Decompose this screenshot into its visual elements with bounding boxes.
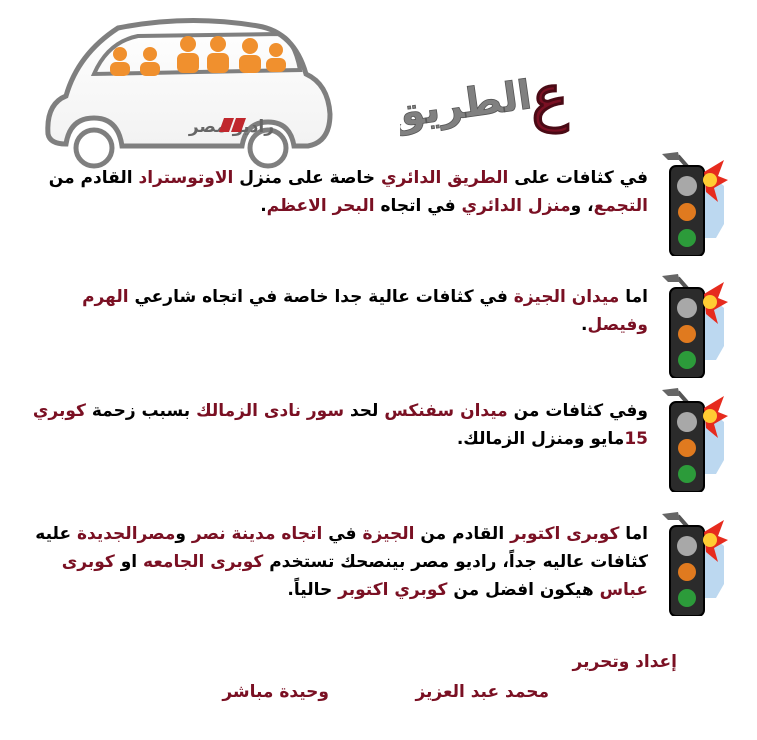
title-letter: ع bbox=[531, 60, 569, 133]
body-text: خاصة على منزل bbox=[233, 168, 381, 188]
traffic-light-icon bbox=[658, 146, 728, 242]
body-text: . bbox=[580, 315, 588, 335]
highlight-text: ميدان سفنكس bbox=[384, 401, 508, 421]
credit-name-2: وحيدة مباشر bbox=[222, 682, 329, 702]
highlight-text: الجيزة bbox=[362, 524, 415, 544]
highlight-text: منزل الدائري bbox=[461, 196, 571, 216]
body-text: القادم من bbox=[48, 168, 139, 188]
body-text: ، و bbox=[570, 196, 594, 216]
page-title bbox=[400, 34, 600, 144]
highlight-text: ميدان الجيزة bbox=[513, 287, 620, 307]
body-text: في اتجاه bbox=[374, 196, 462, 216]
traffic-light-icon bbox=[658, 268, 728, 364]
highlight-text: كوبري اكتوبر bbox=[338, 580, 448, 600]
body-text: هيكون افضل من bbox=[447, 580, 600, 600]
body-text: و bbox=[175, 524, 192, 544]
body-text: في كثافات عالية جدا خاصة في اتجاه شارعي bbox=[128, 287, 514, 307]
highlight-text: التجمع bbox=[593, 196, 648, 216]
body-text: عليه كثافات عاليه جداً، راديو مصر بينصحك تستخدم bbox=[35, 524, 648, 572]
highlight-text: سور نادى الزمالك bbox=[196, 401, 345, 421]
body-text: القادم من bbox=[414, 524, 511, 544]
traffic-item-1 bbox=[18, 164, 648, 220]
highlight-text: مصرالجديدة bbox=[77, 524, 176, 544]
logo-brand-text: راديو مصر bbox=[188, 117, 274, 137]
highlight-text: الاوتوستراد bbox=[138, 168, 234, 188]
body-text: مايو ومنزل الزمالك. bbox=[456, 429, 625, 449]
credit-name-1: محمد عبد العزيز bbox=[415, 682, 549, 702]
traffic-item-4 bbox=[18, 520, 648, 604]
credits-label: إعداد وتحرير bbox=[572, 652, 677, 672]
body-text: لحد bbox=[344, 401, 385, 421]
highlight-text: اتجاه مدينة نصر bbox=[191, 524, 323, 544]
body-text: . bbox=[260, 196, 267, 216]
car-logo-icon bbox=[38, 14, 338, 174]
body-text: وفي كثافات من bbox=[507, 401, 648, 421]
radio-masr-logo bbox=[38, 14, 338, 174]
title-word: الطريق bbox=[400, 72, 535, 138]
highlight-text: كوبرى عباس bbox=[61, 552, 648, 600]
body-text: في كثافات على bbox=[508, 168, 648, 188]
highlight-text: كوبرى اكتوبر bbox=[510, 524, 620, 544]
traffic-item-3 bbox=[18, 397, 648, 453]
body-text: اما bbox=[619, 287, 648, 307]
traffic-item-2 bbox=[18, 283, 648, 339]
traffic-light-icon bbox=[658, 382, 728, 478]
highlight-text: الطريق الدائري bbox=[380, 168, 509, 188]
highlight-text: كوبرى الجامعه bbox=[143, 552, 264, 572]
highlight-text: الهرم وفيصل bbox=[82, 287, 648, 335]
traffic-light-icon bbox=[658, 506, 728, 602]
body-text: بسبب زحمة bbox=[85, 401, 197, 421]
body-text: في bbox=[322, 524, 363, 544]
highlight-text: كوبري 15 bbox=[32, 401, 648, 449]
highlight-text: البحر الاعظم bbox=[266, 196, 375, 216]
body-text: اما bbox=[619, 524, 648, 544]
body-text: حالياً. bbox=[287, 580, 339, 600]
body-text: او bbox=[114, 552, 144, 572]
